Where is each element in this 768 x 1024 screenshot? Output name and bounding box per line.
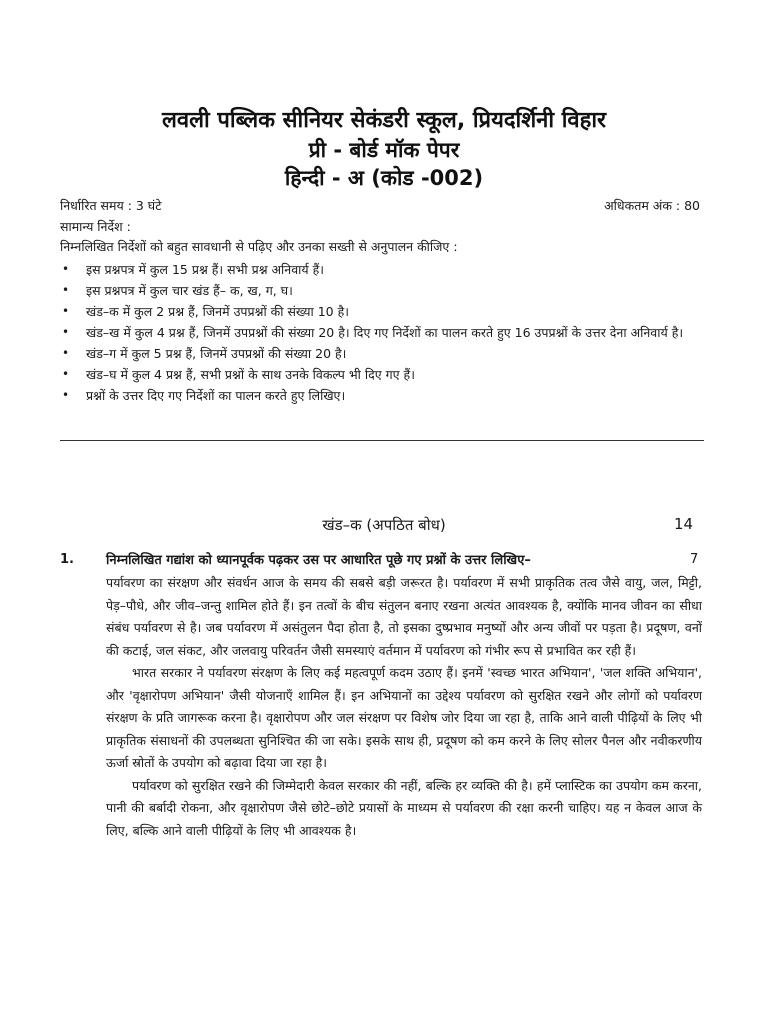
school-name: लवली पब्लिक सीनियर सेकंडरी स्कूल, प्रियदर्शिनी विहार [161,108,607,133]
instruction-item: • खंड–घ में कुल 4 प्रश्न हैं, सभी प्रश्नों के साथ उनके विकल्प भी दिए गए हैं। [60,364,700,385]
instruction-item: • खंड–ग में कुल 5 प्रश्न हैं, जिनमें उपप्रश्नों की संख्या 20 है। [60,343,700,364]
passage-paragraph: पर्यावरण को सुरक्षित रखने की जिम्मेदारी केवल सरकार की नहीं, बल्कि हर व्यक्ति की है। हमें प्लास्टिक का उपयोग कम करना, पानी की बर्बादी रोकना, और वृक्षारोपण जैसे छोटे–छोटे प्रयासों के माध्यम से पर्यावरण की रक्षा करनी चाहिए। यह न केवल आज के लिए, बल्कि आने वाली पीढ़ियों के लिए भी आवश्यक है। [106,777,702,838]
instruction-item: • खंड–क में कुल 2 प्रश्न हैं, जिनमें उपप्रश्नों की संख्या 10 है। [60,301,700,322]
bullet-icon: • [62,283,70,297]
instruction-item: • खंड–ख में कुल 4 प्रश्न हैं, जिनमें उपप्रश्नों की संख्या 20 है। दिए गए निर्देशों का पालन करते हुए 16 उपप्रश्नों के उत्तर देना अनिवार्य है। [60,322,700,343]
instruction-item: • प्रश्नों के उत्तर दिए गए निर्देशों का पालन करते हुए लिखिए। [60,385,700,406]
question-text: निम्नलिखित गद्यांश को ध्यानपूर्वक पढ़कर उस पर आधारित पूछे गए प्रश्नों के उत्तर लिखिए– [106,553,531,568]
question-marks: 7 [690,552,699,567]
passage-paragraph: भारत सरकार ने पर्यावरण संरक्षण के लिए कई महत्वपूर्ण कदम उठाए हैं। इनमें 'स्वच्छ भारत अभियान', 'जल शक्ति अभियान', और 'वृक्षारोपण अभियान' जैसी योजनाएँ शामिल हैं। इन अभियानों का उद्देश्य पर्यावरण को सुरक्षित रखने और लोगों को पर्यावरण संरक्षण के प्रति जागरूक करना है। वृक्षारोपण और जल संरक्षण पर विशेष जोर दिया जा रहा है, ताकि आने वाली पीढ़ियों के लिए भी प्राकृतिक संसाधनों की उपलब्धता सुनिश्चित की जा सके। इसके साथ ही, प्रदूषण को कम करने के लिए सोलर पैनल और नवीकरणीय ऊर्जा स्रोतों के उपयोग को बढ़ावा दिया जा रहा है। [106,665,702,770]
bullet-icon: • [62,262,70,276]
bullet-icon: • [62,346,70,360]
passage [106,572,702,842]
passage-paragraph: पर्यावरण का संरक्षण और संवर्धन आज के समय की सबसे बड़ी जरूरत है। पर्यावरण में सभी प्राकृतिक तत्व जैसे वायु, जल, मिट्टी, पेड़–पौधे, और जीव–जन्तु शामिल होते हैं। इन तत्वों के बीच संतुलन बनाए रखना अत्यंत आवश्यक है, क्योंकि मानव जीवन का सीधा संबंध पर्यावरण से है। जब पर्यावरण में असंतुलन पैदा होता है, तो इसका दुष्प्रभाव मनुष्यों और अन्य जीवों पर पड़ता है। प्रदूषण, वनों की कटाई, जल संकट, और जलवायु परिवर्तन जैसी समस्याएं वर्तमान में पर्यावरण को गंभीर रूप से प्रभावित कर रही हैं। [106,575,702,658]
divider [60,440,704,441]
general-instructions-heading: सामान्य निर्देश : [60,219,131,234]
maximum-marks: अधिकतम अंक : 80 [604,198,700,213]
instruction-item: • इस प्रश्नपत्र में कुल 15 प्रश्न हैं। सभी प्रश्न अनिवार्य हैं। [60,259,700,280]
paper-title: प्री - बोर्ड मॉक पेपर [308,138,460,162]
bullet-icon: • [62,325,70,339]
bullet-icon: • [62,367,70,381]
instructions-list [60,259,700,406]
exam-meta [60,197,700,214]
question-number: 1. [60,552,74,567]
section-title: खंड–क (अपठित बोध) [322,516,446,534]
bullet-icon: • [62,388,70,402]
bullet-icon: • [62,304,70,318]
instruction-item: • इस प्रश्नपत्र में कुल चार खंड हैं– क, ख, ग, घ। [60,280,700,301]
time-allowed: निर्धारित समय : 3 घंटे [60,198,162,213]
section-marks: 14 [674,515,694,533]
general-instructions-intro: निम्नलिखित निर्देशों को बहुत सावधानी से पढ़िए और उनका सख्ती से अनुपालन कीजिए : [60,239,458,254]
subject-title: हिन्दी - अ (कोड -002) [284,166,484,190]
